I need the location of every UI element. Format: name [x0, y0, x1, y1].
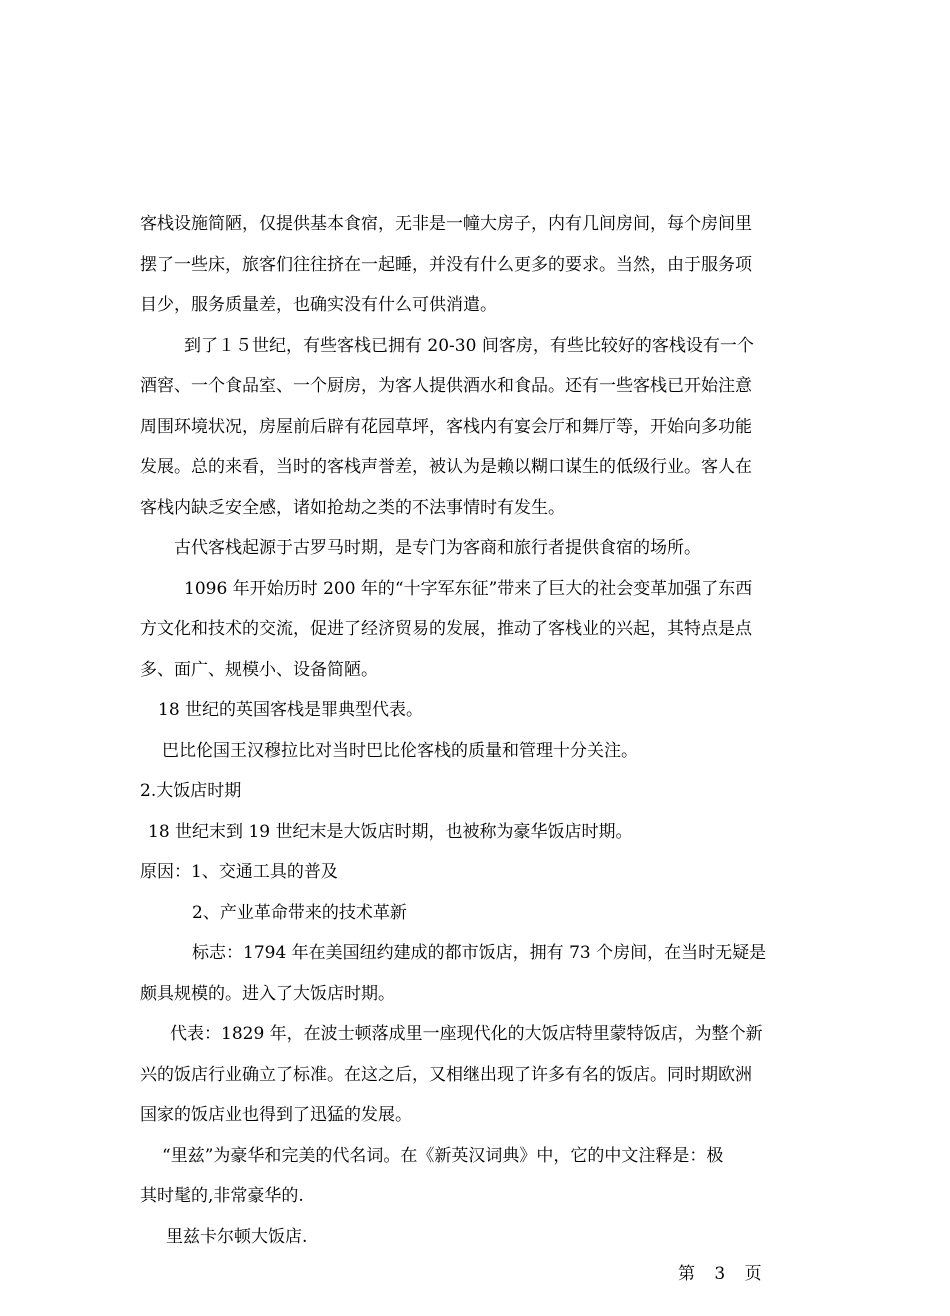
text-line: 发展。总的来看，当时的客栈声誉差，被认为是赖以糊口谋生的低级行业。客人在	[140, 457, 752, 477]
paragraph-ancient-origin	[140, 528, 790, 569]
text-line: 颇具规模的。进入了大饭店时期。	[140, 983, 395, 1004]
paragraph-crusades	[140, 569, 790, 691]
text-line: 18 世纪的英国客栈是罪典型代表。	[158, 700, 424, 720]
text-line: 摆了一些床，旅客们往往挤在一起睡，并没有什么更多的要求。当然，由于服务项	[140, 254, 752, 275]
text-line: 原因：1、交通工具的普及	[140, 862, 338, 882]
footer-suffix: 页	[744, 1264, 762, 1284]
paragraph-representative	[140, 1014, 790, 1136]
paragraph-15th-century	[140, 326, 790, 529]
text-line: 1096 年开始历时 200 年的“十字军东征”带来了巨大的社会变革加强了东西	[184, 578, 753, 599]
paragraph-ritz-carlton	[140, 1217, 790, 1258]
text-line: 到了１５世纪，有些客栈已拥有 20-30 间客房，有些比较好的客栈设有一个	[184, 335, 754, 356]
paragraph-inn-facilities	[140, 204, 790, 326]
text-line: 客栈设施简陋，仅提供基本食宿，无非是一幢大房子，内有几间房间，每个房间里	[140, 214, 752, 234]
text-line: 多、面广、规模小、设备简陋。	[140, 659, 378, 680]
document-body	[140, 204, 790, 1257]
text-line: 巴比伦国王汉穆拉比对当时巴比伦客栈的质量和管理十分关注。	[162, 740, 638, 761]
text-line: 18 世纪末到 19 世纪末是大饭店时期，也被称为豪华饭店时期。	[148, 821, 633, 842]
text-line: 里兹卡尔顿大饭店.	[166, 1226, 308, 1247]
text-line: 代表：1829 年，在波士顿落成里一座现代化的大饭店特里蒙特饭店，为整个新	[170, 1024, 763, 1044]
text-line: 古代客栈起源于古罗马时期，是专门为客商和旅行者提供食宿的场所。	[174, 538, 701, 558]
text-line: 2.大饭店时期	[140, 781, 242, 801]
text-line: 2、产业革命带来的技术革新	[192, 902, 407, 923]
footer-prefix: 第	[678, 1264, 695, 1284]
text-line: 兴的饭店行业确立了标准。在这之后，又相继出现了许多有名的饭店。同时期欧洲	[140, 1064, 752, 1085]
paragraph-babylon	[140, 731, 790, 772]
text-line: 客栈内缺乏安全感，诸如抢劫之类的不法事情时有发生。	[140, 497, 565, 518]
page-footer	[678, 1262, 762, 1286]
text-line: 方文化和技术的交流，促进了经济贸易的发展，推动了客栈业的兴起，其特点是点	[140, 619, 752, 639]
text-line: 周围环境状况，房屋前后辟有花园草坪，客栈内有宴会厅和舞厅等，开始向多功能	[140, 416, 752, 437]
text-line: 酒窖、一个食品室、一个厨房，为客人提供酒水和食品。还有一些客栈已开始注意	[140, 376, 752, 396]
paragraph-milestone	[140, 933, 790, 1014]
text-line: 目少，服务质量差，也确实没有什么可供消遣。	[140, 295, 497, 315]
text-line: 其时髦的,非常豪华的.	[140, 1186, 304, 1206]
page-number: 3	[714, 1264, 726, 1284]
paragraph-reason-1	[140, 852, 790, 893]
section-heading	[140, 771, 790, 812]
text-line: 国家的饭店业也得到了迅猛的发展。	[140, 1105, 412, 1125]
paragraph-grand-hotel-period	[140, 812, 790, 853]
paragraph-english-inn	[140, 690, 790, 731]
text-line: “里兹”为豪华和完美的代名词。在《新英汉词典》中，它的中文注释是：极	[162, 1145, 724, 1166]
paragraph-reason-2	[140, 893, 790, 934]
paragraph-ritz	[140, 1136, 790, 1217]
text-line: 标志：1794 年在美国纽约建成的都市饭店，拥有 73 个房间，在当时无疑是	[192, 943, 767, 963]
